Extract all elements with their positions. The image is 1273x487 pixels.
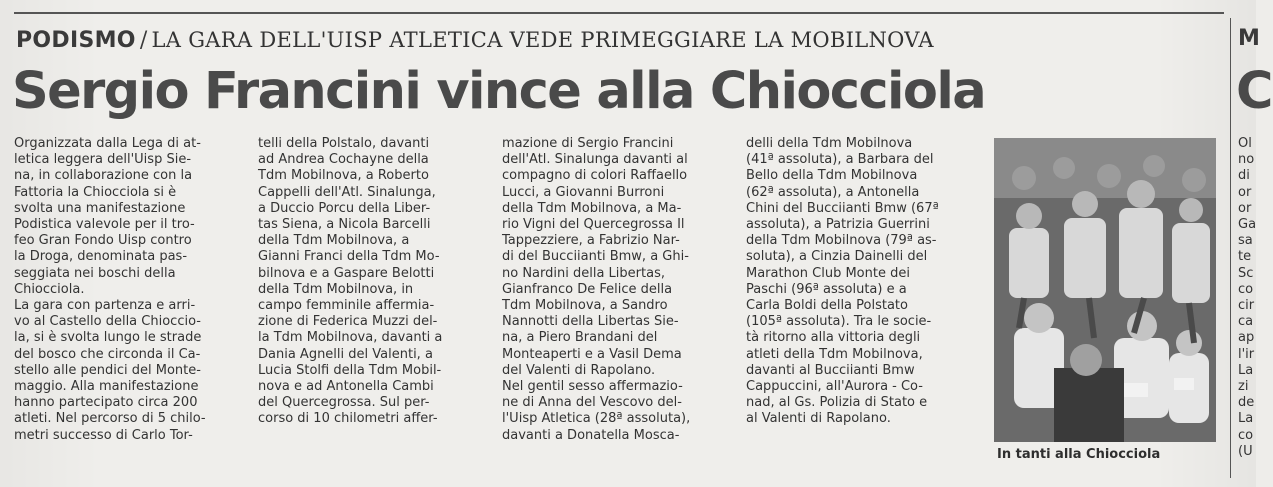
article-text-line: Lucci, a Giovanni Burroni xyxy=(502,184,665,200)
next-article-text-line: cir xyxy=(1238,298,1255,314)
top-rule xyxy=(14,12,1224,14)
race-photo xyxy=(994,138,1216,442)
article-text-line: della Tdm Mobilnova, a xyxy=(258,233,410,249)
article-text-line: Cappuccini, all'Aurora - Co- xyxy=(746,379,923,395)
article-text-line: compagno di colori Raffaello xyxy=(502,168,688,184)
article-text-line: Monteaperti e a Vasil Dema xyxy=(502,346,682,362)
article-text-line: Gianni Franci della Tdm Mo- xyxy=(258,249,440,265)
article-text-line: assoluta), a Patrizia Guerrini xyxy=(746,217,930,233)
next-article-text-line: Sc xyxy=(1238,265,1254,281)
article-text-line: corso di 10 chilometri affer- xyxy=(258,411,438,427)
article-text-line: feo Gran Fondo Uisp contro xyxy=(14,233,192,249)
next-article-text-line: co xyxy=(1238,427,1254,443)
article-text-line: del Quercegrossa. Sul per- xyxy=(258,395,430,411)
article-text-line: l'Uisp Atletica (28ª assoluta), xyxy=(502,411,691,427)
next-article-kicker: M xyxy=(1238,26,1260,51)
article-text-line: la Droga, denominata pas- xyxy=(14,249,188,265)
article-text-line: Organizzata dalla Lega di at- xyxy=(14,136,201,151)
article-text-line: Lucia Stolfi della Tdm Mobil- xyxy=(258,362,442,378)
article-text-line: davanti al Bucciianti Bmw xyxy=(746,362,915,378)
article-text-line: della Tdm Mobilnova, in xyxy=(258,281,414,297)
column-separator-rule xyxy=(1230,18,1231,478)
article-text-line: vo al Castello della Chioccio- xyxy=(14,314,201,330)
article-text-line: Gianfranco De Felice della xyxy=(502,281,673,297)
next-article-headline: C xyxy=(1236,62,1273,121)
article-text-line: Tdm Mobilnova, a Roberto xyxy=(258,168,429,184)
article-text-line: della Tdm Mobilnova (79ª as- xyxy=(746,233,937,249)
article-text-line: soluta), a Cinzia Dainelli del xyxy=(746,249,928,265)
next-article-text-line: sa xyxy=(1238,233,1253,249)
article-text-line: a Duccio Porcu della Liber- xyxy=(258,200,431,216)
article-column-4 xyxy=(746,136,974,428)
article-text-line: Chini del Bucciianti Bmw (67ª xyxy=(746,200,939,216)
subheadline: LA GARA DELL'UISP ATLETICA VEDE PRIMEGGIARE LA MOBILNOVA xyxy=(151,28,934,52)
next-article-text-line: zi xyxy=(1238,379,1249,395)
article-kicker xyxy=(16,28,934,53)
article-text-line: del Valenti di Rapolano. xyxy=(502,362,656,378)
article-text-line: del bosco che circonda il Ca- xyxy=(14,346,201,362)
article-text-line: davanti a Donatella Mosca- xyxy=(502,427,680,443)
article-text-line: atleti. Nel percorso di 5 chilo- xyxy=(14,411,206,427)
article-text-line: na, a Piero Brandani del xyxy=(502,330,658,346)
article-text-line: atleti della Tdm Mobilnova, xyxy=(746,346,923,362)
next-article-text-line: co xyxy=(1238,281,1254,297)
article-text-line: al Valenti di Rapolano. xyxy=(746,411,891,427)
next-article-text-line: Ga xyxy=(1238,217,1257,233)
article-text-line: zione di Federica Muzzi del- xyxy=(258,314,438,330)
next-article-text-line: (U xyxy=(1238,443,1253,459)
article-text-line: la, si è svolta lungo le strade xyxy=(14,330,202,346)
photo-caption: In tanti alla Chiocciola xyxy=(997,447,1161,462)
article-text-line: Paschi (96ª assoluta) e a xyxy=(746,281,907,297)
article-text-line: tas Siena, a Nicola Barcelli xyxy=(258,217,431,233)
next-article-text-line: di xyxy=(1238,168,1250,184)
next-article-text-line: or xyxy=(1238,184,1252,200)
article-text-line: (105ª assoluta). Tra le socie- xyxy=(746,314,932,330)
article-column-1 xyxy=(14,136,240,444)
next-article-text-line: La xyxy=(1238,362,1254,378)
article-text-line: Nel gentil sesso affermazio- xyxy=(502,379,683,395)
next-article-text-line: de xyxy=(1238,395,1255,411)
article-text-line: rio Vigni del Quercegrossa Il xyxy=(502,217,685,233)
runners-photo-image xyxy=(994,138,1216,442)
section-label: PODISMO xyxy=(16,28,136,53)
article-text-line: La gara con partenza e arri- xyxy=(14,298,196,314)
article-text-line: na, in collaborazione con la xyxy=(14,168,193,184)
article-text-line: ne di Anna del Vescovo del- xyxy=(502,395,682,411)
article-text-line: Chiocciola. xyxy=(14,281,85,297)
article-column-2 xyxy=(258,136,484,428)
article-text-line: Tdm Mobilnova, a Sandro xyxy=(502,298,668,314)
article-text-line: Bello della Tdm Mobilnova xyxy=(746,168,918,184)
article-text-line: mazione di Sergio Francini xyxy=(502,136,674,151)
next-article-text-line: ca xyxy=(1238,314,1254,330)
article-text-line: letica leggera dell'Uisp Sie- xyxy=(14,152,192,168)
article-text-line: campo femminile affermia- xyxy=(258,298,435,314)
article-text-line: svolta una manifestazione xyxy=(14,200,186,216)
next-article-text-line: te xyxy=(1238,249,1252,265)
article-text-line: di del Bucciianti Bmw, a Ghi- xyxy=(502,249,689,265)
article-text-line: bilnova e a Gaspare Belotti xyxy=(258,265,435,281)
article-text-line: Dania Agnelli del Valenti, a xyxy=(258,346,433,362)
article-text-line: della Tdm Mobilnova, a Ma- xyxy=(502,200,682,216)
next-article-text-line: l'ir xyxy=(1238,346,1255,362)
article-text-line: dell'Atl. Sinalunga davanti al xyxy=(502,152,688,168)
article-text-line: Fattoria la Chiocciola si è xyxy=(14,184,177,200)
next-article-column xyxy=(1238,136,1256,460)
article-text-line: Cappelli dell'Atl. Sinalunga, xyxy=(258,184,436,200)
article-text-line: metri successo di Carlo Tor- xyxy=(14,427,193,443)
next-article-text-line: La xyxy=(1238,411,1254,427)
article-text-line: la Tdm Mobilnova, davanti a xyxy=(258,330,443,346)
next-article-text-line: or xyxy=(1238,200,1252,216)
article-text-line: (41ª assoluta), a Barbara del xyxy=(746,152,934,168)
article-text-line: seggiata nei boschi della xyxy=(14,265,176,281)
article-text-line: stello alle pendici del Monte- xyxy=(14,362,201,378)
article-text-line: nad, al Gs. Polizia di Stato e xyxy=(746,395,928,411)
next-article-text-line: no xyxy=(1238,152,1255,168)
article-text-line: nova e ad Antonella Cambi xyxy=(258,379,434,395)
article-text-line: Tappezziere, a Fabrizio Nar- xyxy=(502,233,680,249)
article-text-line: (62ª assoluta), a Antonella xyxy=(746,184,920,200)
article-text-line: Carla Boldi della Polstato xyxy=(746,298,908,314)
headline: Sergio Francini vince alla Chiocciola xyxy=(12,62,986,121)
article-text-line: ad Andrea Cochayne della xyxy=(258,152,429,168)
article-text-line: tà ritorno alla vittoria degli xyxy=(746,330,921,346)
next-article-text-line: ap xyxy=(1238,330,1255,346)
article-text-line: Marathon Club Monte dei xyxy=(746,265,910,281)
article-text-line: delli della Tdm Mobilnova xyxy=(746,136,913,151)
article-text-line: no Nardini della Libertas, xyxy=(502,265,665,281)
article-text-line: Nannotti della Libertas Sie- xyxy=(502,314,679,330)
article-text-line: Podistica valevole per il tro- xyxy=(14,217,195,233)
kicker-slash: / xyxy=(139,28,148,53)
next-article-text-line: Ol xyxy=(1238,136,1252,151)
article-column-3 xyxy=(502,136,728,444)
article-text-line: maggio. Alla manifestazione xyxy=(14,379,199,395)
article-text-line: telli della Polstalo, davanti xyxy=(258,136,430,151)
article-text-line: hanno partecipato circa 200 xyxy=(14,395,198,411)
